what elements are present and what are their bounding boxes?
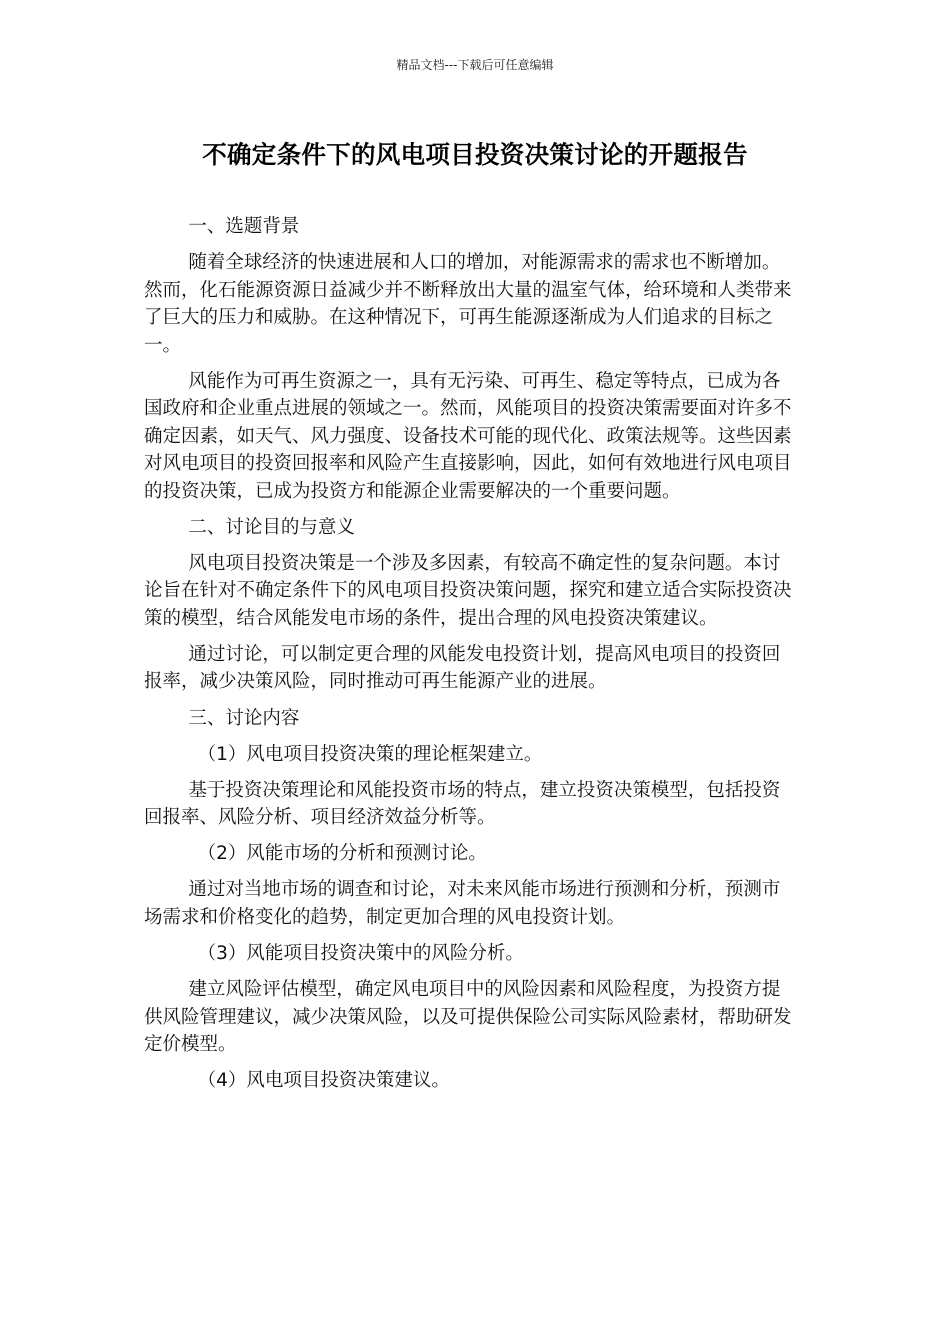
section-heading-background: 一、选题背景 <box>188 216 300 237</box>
paragraph-energy-demand: 随着全球经济的快速进展和人口的增加，对能源需求的需求也不断增加。然而，化石能源资源日益减少并不断释放出大量的温室气体，给环境和人类带来了巨大的压力和威胁。在这种情况下，可再生能源逐渐成为人们追求的目标之一。 <box>144 252 792 356</box>
section-heading-content: 三、讨论内容 <box>188 707 300 729</box>
paragraph-research-aim: 风电项目投资决策是一个涉及多因素，有较高不确定性的复杂问题。本讨论旨在针对不确定条件下的风电项目投资决策问题，探究和建立适合实际投资决策的模型，结合风能发电市场的条件，提出合理的风电投资决策建议。 <box>144 552 792 629</box>
paragraph-market-analysis: 通过对当地市场的调查和讨论，对未来风能市场进行预测和分析，预测市场需求和价格变化的趋势，制定更加合理的风电投资计划。 <box>144 879 781 928</box>
paragraph-wind-energy: 风能作为可再生资源之一，具有无污染、可再生、稳定等特点，已成为各国政府和企业重点进展的领域之一。然而，风能项目的投资决策需要面对许多不确定因素，如天气、风力强度、设备技术可能的现代化、政策法规等。这些因素对风电项目的投资回报率和风险产生直接影响，因此，如何有效地进行风电项目的投资决策，已成为投资方和能源企业需要解决的一个重要问题。 <box>144 370 792 502</box>
content-item-3: （3）风能项目投资决策中的风险分析。 <box>197 943 524 965</box>
content-item-2: （2）风能市场的分析和预测讨论。 <box>197 843 487 865</box>
paragraph-research-significance: 通过讨论，可以制定更合理的风能发电投资计划，提高风电项目的投资回报率，减少决策风险，同时推动可再生能源产业的进展。 <box>144 643 781 693</box>
page-header: 精品文档---下载后可任意编辑 <box>396 58 554 72</box>
content-item-1: （1）风电项目投资决策的理论框架建立。 <box>197 743 543 765</box>
paragraph-framework: 基于投资决策理论和风能投资市场的特点，建立投资决策模型，包括投资回报率、风险分析、项目经济效益分析等。 <box>144 779 781 829</box>
document-title: 不确定条件下的风电项目投资决策讨论的开题报告 <box>202 140 748 169</box>
document-body <box>144 213 794 1103</box>
content-item-4: （4）风电项目投资决策建议。 <box>197 1070 450 1092</box>
paragraph-risk-analysis: 建立风险评估模型，确定风电项目中的风险因素和风险程度，为投资方提供风险管理建议，减少决策风险，以及可提供保险公司实际风险素材，帮助研发定价模型。 <box>144 979 792 1056</box>
section-heading-purpose: 二、讨论目的与意义 <box>188 516 355 538</box>
